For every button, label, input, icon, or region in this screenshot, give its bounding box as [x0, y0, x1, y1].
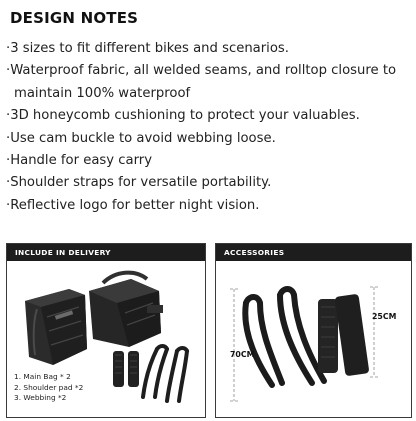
delivery-item-main-bag: 1. Main Bag * 2: [14, 372, 71, 381]
delivery-items-list: [14, 372, 83, 404]
note-reflective-logo: ·Reflective logo for better night vision.: [6, 197, 260, 213]
note-waterproof: [6, 60, 410, 105]
pad-dimension-label: 25CM: [372, 312, 397, 321]
delivery-heading: INCLUDE IN DELIVERY: [7, 244, 205, 261]
webbing-loop-1-image: [245, 297, 282, 385]
length-dimension-line: [230, 289, 238, 401]
note-cushioning: ·3D honeycomb cushioning to protect your valuables.: [6, 108, 360, 124]
delivery-item-webbing: 3. Webbing *2: [14, 393, 67, 402]
note-shoulder-straps: ·Shoulder straps for versatile portability.: [6, 175, 272, 191]
note-waterproof-line2: maintain 100% waterproof: [14, 85, 191, 101]
main-bag-left-image: [25, 289, 87, 365]
note-handle: ·Handle for easy carry: [6, 153, 153, 169]
note-waterproof-line1: ·Waterproof fabric, all welded seams, and rolltop closure to: [6, 63, 397, 79]
note-sizes: ·3 sizes to fit different bikes and scenarios.: [6, 41, 289, 56]
pad-dimension-line: [370, 287, 378, 377]
main-bag-right-image: [89, 273, 163, 347]
shoulder-pad-2-image: [335, 294, 370, 377]
accessories-illustration: [216, 261, 411, 417]
shoulder-pads-image: [113, 351, 139, 387]
delivery-item-shoulder-pad: 2. Shoulder pad *2: [14, 382, 84, 392]
accessories-heading: ACCESSORIES: [216, 244, 411, 261]
shoulder-pad-1-image: [318, 299, 338, 373]
accessories-panel: [215, 243, 412, 418]
delivery-panel: [6, 243, 206, 418]
note-cam-buckle: ·Use cam buckle to avoid webbing loose.: [6, 130, 276, 146]
webbing-loop-2-image: [280, 289, 324, 383]
webbing-straps-image: [143, 346, 187, 401]
design-notes-title: DESIGN NOTES: [10, 9, 139, 27]
design-notes-list: [6, 38, 410, 217]
length-dimension-label: 70CM: [230, 350, 255, 359]
